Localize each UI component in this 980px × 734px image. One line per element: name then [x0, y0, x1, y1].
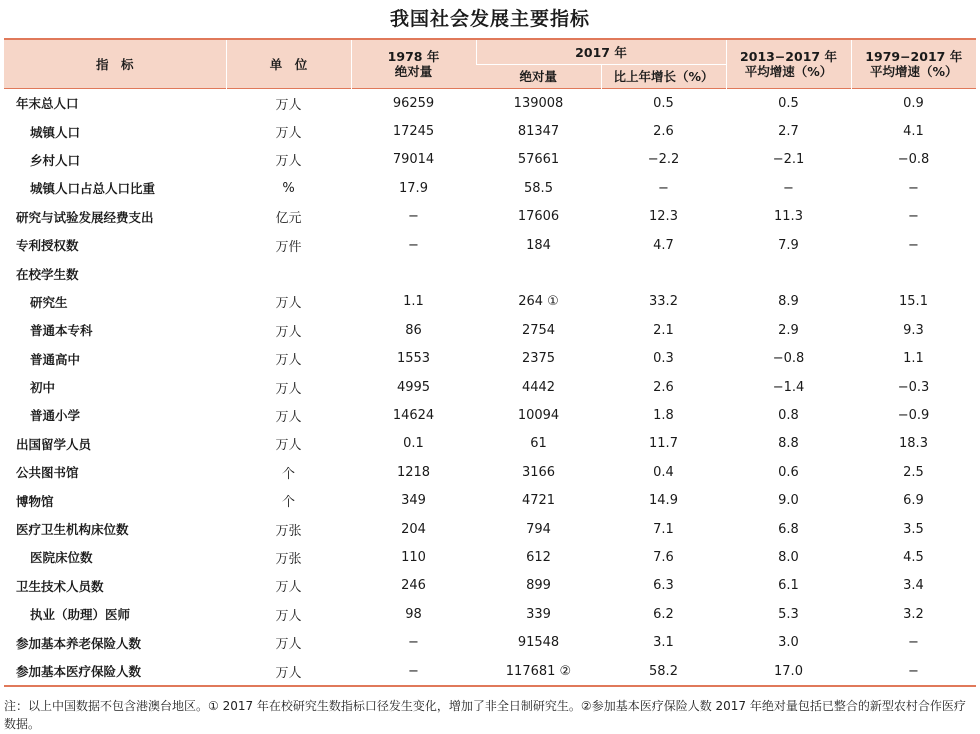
value-1978-cell: 246 [401, 578, 426, 594]
avg-1979-2017-cell: 9.3 [903, 322, 924, 338]
avg-2013-2017-cell: 8.8 [778, 436, 799, 452]
table-row [4, 430, 976, 458]
header-1978 [351, 39, 476, 89]
value-1978-cell: 14624 [392, 407, 435, 423]
value-2017-cell: 4721 [521, 493, 556, 509]
unit-cell: 亿元 [275, 211, 302, 227]
unit-cell: 万人 [275, 154, 302, 170]
indicator-cell: 执业（助理）医师 [30, 607, 131, 623]
avg-2013-2017-cell: 0.5 [726, 89, 851, 118]
avg-2013-2017-cell: −1.4 [772, 379, 805, 395]
table-row [4, 572, 976, 600]
value-2017-cell: 81347 [517, 124, 560, 140]
growth-2017-cell: −2.2 [647, 152, 680, 168]
unit-cell: 个 [281, 466, 295, 482]
header-avg-2013-2017-years: 2013−2017 年 [740, 49, 837, 64]
avg-1979-2017-cell: −0.3 [897, 379, 930, 395]
header-unit: 单 位 [226, 39, 351, 89]
table-row [4, 458, 976, 486]
avg-1979-2017-cell: 2.5 [903, 464, 924, 480]
avg-1979-2017-cell: 0.9 [851, 89, 976, 118]
header-1978-sub: 绝对量 [394, 64, 433, 79]
value-2017-cell: 117681 ② [476, 657, 601, 686]
avg-1979-2017-cell: − [908, 635, 919, 651]
growth-2017-cell: 6.3 [653, 578, 674, 594]
unit-cell: % [282, 180, 295, 196]
table-row [4, 203, 976, 231]
value-2017-cell: 58.5 [524, 180, 553, 196]
avg-1979-2017-cell: 15.1 [899, 294, 928, 310]
table-row [4, 401, 976, 429]
indicator-cell: 卫生技术人员数 [16, 578, 104, 594]
unit-cell: 万张 [275, 551, 302, 567]
table-row [4, 146, 976, 174]
growth-2017-cell: 0.5 [601, 89, 726, 118]
indicator-cell: 研究生 [30, 294, 68, 310]
unit-cell: 万人 [275, 637, 302, 653]
avg-2013-2017-cell: 5.3 [778, 606, 799, 622]
avg-2013-2017-cell: 6.8 [778, 521, 799, 537]
avg-2013-2017-cell: 8.0 [778, 549, 799, 565]
unit-cell: 万人 [275, 409, 302, 425]
header-avg-1979-2017-sub: 平均增速（%） [869, 64, 958, 79]
avg-2013-2017-cell: 0.6 [778, 464, 799, 480]
value-1978-cell: 17245 [392, 124, 435, 140]
table-row [4, 288, 976, 316]
unit-cell: 万人 [275, 580, 302, 596]
value-2017-cell: 899 [526, 578, 551, 594]
table-row [4, 657, 976, 686]
table-row [4, 373, 976, 401]
value-1978-cell: 98 [405, 606, 422, 622]
unit-cell: 万件 [275, 239, 302, 255]
value-2017-cell: 61 [530, 436, 547, 452]
avg-2013-2017-cell: 11.3 [774, 209, 803, 225]
unit-cell: 个 [281, 495, 295, 511]
growth-2017-cell: 4.7 [653, 237, 674, 253]
avg-1979-2017-cell: − [908, 237, 919, 253]
value-2017-cell: 794 [526, 521, 551, 537]
header-avg-1979-2017-years: 1979−2017 年 [865, 49, 963, 64]
unit-cell: 万人 [275, 126, 302, 142]
avg-1979-2017-cell: 4.1 [903, 124, 924, 140]
avg-1979-2017-cell: 1.1 [903, 351, 924, 367]
header-2017-absolute: 绝对量 [476, 65, 601, 89]
growth-2017-cell: 6.2 [653, 606, 674, 622]
value-1978-cell: 17.9 [399, 180, 428, 196]
avg-1979-2017-cell: − [908, 209, 919, 225]
avg-1979-2017-cell: 18.3 [899, 436, 928, 452]
indicator-cell: 城镇人口 [30, 124, 81, 140]
growth-2017-cell: 0.3 [653, 351, 674, 367]
indicator-cell: 医院床位数 [30, 550, 93, 566]
avg-2013-2017-cell: 7.9 [778, 237, 799, 253]
table-row [4, 89, 976, 118]
value-1978-cell: − [408, 635, 419, 651]
growth-2017-cell: 12.3 [649, 209, 678, 225]
avg-2013-2017-cell: 8.9 [778, 294, 799, 310]
indicator-cell: 乡村人口 [30, 152, 81, 168]
header-1978-year: 1978 年 [387, 49, 440, 64]
indicator-cell: 参加基本医疗保险人数 [4, 657, 226, 686]
avg-1979-2017-cell: −0.8 [897, 152, 930, 168]
table-body [4, 89, 976, 687]
value-2017-cell [476, 259, 601, 287]
value-1978-cell: 79014 [392, 152, 435, 168]
growth-2017-cell: 7.6 [653, 549, 674, 565]
unit-cell: 万人 [275, 381, 302, 397]
avg-1979-2017-cell: 4.5 [903, 549, 924, 565]
value-2017-cell: 10094 [517, 407, 560, 423]
value-1978-cell: − [408, 237, 419, 253]
avg-1979-2017-cell: − [908, 180, 919, 196]
indicator-cell: 参加基本养老保险人数 [16, 635, 142, 651]
header-2017: 2017 年 [476, 39, 726, 65]
avg-2013-2017-cell: −0.8 [772, 351, 805, 367]
unit-cell: 万人 [226, 89, 351, 118]
avg-1979-2017-cell: 6.9 [903, 493, 924, 509]
footnote: 注：以上中国数据不包含港澳台地区。① 2017 年在校研究生数指标口径发生变化，增加了非全日制研究生。②参加基本医疗保险人数 2017 年绝对量包括已整合的新型农村合作医疗数据。 [4, 699, 966, 731]
unit-cell: 万人 [275, 608, 302, 624]
avg-2013-2017-cell: 0.8 [778, 407, 799, 423]
value-1978-cell: − [408, 209, 419, 225]
avg-1979-2017-cell: 3.2 [903, 606, 924, 622]
value-1978-cell: 1.1 [403, 294, 424, 310]
value-1978-cell: 0.1 [403, 436, 424, 452]
avg-1979-2017-cell: 3.5 [903, 521, 924, 537]
table-row [4, 316, 976, 344]
header-2017-growth: 比上年增长（%） [601, 65, 726, 89]
indicator-cell: 专利授权数 [16, 238, 79, 254]
header-indicator: 指 标 [4, 39, 226, 89]
avg-2013-2017-cell: 6.1 [778, 578, 799, 594]
indicator-cell: 研究与试验发展经费支出 [16, 209, 154, 225]
indicator-cell: 在校学生数 [16, 266, 79, 282]
indicator-cell: 博物馆 [16, 493, 54, 509]
indicator-cell: 普通本专科 [30, 323, 93, 339]
unit-cell: 万张 [275, 523, 302, 539]
indicator-cell: 公共图书馆 [16, 465, 79, 481]
table-row [4, 628, 976, 656]
indicator-cell: 初中 [30, 380, 56, 396]
growth-2017-cell: 2.6 [653, 379, 674, 395]
growth-2017-cell: 3.1 [653, 635, 674, 651]
value-2017-cell: 57661 [517, 152, 560, 168]
value-1978-cell: 4995 [396, 379, 431, 395]
avg-1979-2017-cell: − [851, 657, 976, 686]
table-row [4, 259, 976, 287]
avg-2013-2017-cell: 3.0 [778, 635, 799, 651]
table-row [4, 117, 976, 145]
growth-2017-cell: 58.2 [601, 657, 726, 686]
table-row [4, 543, 976, 571]
value-1978-cell: 86 [405, 322, 422, 338]
growth-2017-cell: 0.4 [653, 464, 674, 480]
table-row [4, 515, 976, 543]
value-1978-cell: − [351, 657, 476, 686]
indicator-cell: 普通小学 [30, 408, 81, 424]
value-1978-cell: 349 [401, 493, 426, 509]
statistics-table [4, 38, 976, 687]
avg-2013-2017-cell: 2.7 [778, 124, 799, 140]
unit-cell: 万人 [226, 657, 351, 686]
growth-2017-cell: 2.1 [653, 322, 674, 338]
unit-cell: 万人 [275, 296, 302, 312]
avg-2013-2017-cell [726, 259, 851, 287]
avg-2013-2017-cell: 17.0 [726, 657, 851, 686]
table-row [4, 174, 976, 202]
indicator-cell: 出国留学人员 [16, 436, 92, 452]
table-row [4, 486, 976, 514]
table-row [4, 231, 976, 259]
growth-2017-cell: 1.8 [653, 407, 674, 423]
unit-cell: 万人 [275, 438, 302, 454]
growth-2017-cell [601, 259, 726, 287]
growth-2017-cell: 2.6 [653, 124, 674, 140]
value-1978-cell: 96259 [351, 89, 476, 118]
value-2017-cell: 339 [526, 606, 551, 622]
value-1978-cell: 110 [401, 549, 426, 565]
indicator-cell: 城镇人口占总人口比重 [30, 181, 156, 197]
value-2017-cell: 184 [526, 237, 551, 253]
avg-1979-2017-cell: −0.9 [897, 407, 930, 423]
value-2017-cell: 91548 [517, 635, 560, 651]
table-header [4, 39, 976, 89]
value-1978-cell [351, 259, 476, 287]
value-2017-cell: 139008 [476, 89, 601, 118]
avg-2013-2017-cell: 9.0 [778, 493, 799, 509]
value-1978-cell: 204 [401, 521, 426, 537]
value-1978-cell: 1553 [396, 351, 431, 367]
value-2017-cell: 2754 [521, 322, 556, 338]
header-avg-2013-2017 [726, 39, 851, 89]
indicator-cell: 年末总人口 [4, 89, 226, 118]
page-title: 我国社会发展主要指标 [389, 8, 590, 30]
growth-2017-cell: − [658, 180, 669, 196]
unit-cell [226, 259, 351, 287]
table-row [4, 345, 976, 373]
table-row [4, 600, 976, 628]
header-avg-1979-2017 [851, 39, 976, 89]
value-2017-cell: 2375 [521, 351, 556, 367]
value-2017-cell: 3166 [521, 464, 556, 480]
value-2017-cell: 264 ① [518, 294, 559, 310]
avg-1979-2017-cell: 3.4 [903, 578, 924, 594]
indicator-cell: 医疗卫生机构床位数 [16, 522, 129, 538]
growth-2017-cell: 14.9 [649, 493, 678, 509]
indicator-cell: 普通高中 [30, 351, 81, 367]
unit-cell: 万人 [275, 324, 302, 340]
avg-1979-2017-cell [851, 259, 976, 287]
avg-2013-2017-cell: 2.9 [778, 322, 799, 338]
value-2017-cell: 4442 [521, 379, 556, 395]
unit-cell: 万人 [275, 353, 302, 369]
header-avg-2013-2017-sub: 平均增速（%） [744, 64, 833, 79]
avg-2013-2017-cell: −2.1 [772, 152, 805, 168]
avg-2013-2017-cell: − [783, 180, 794, 196]
growth-2017-cell: 11.7 [649, 436, 678, 452]
growth-2017-cell: 33.2 [649, 294, 678, 310]
value-2017-cell: 17606 [517, 209, 560, 225]
growth-2017-cell: 7.1 [653, 521, 674, 537]
value-1978-cell: 1218 [396, 464, 431, 480]
value-2017-cell: 612 [526, 549, 551, 565]
